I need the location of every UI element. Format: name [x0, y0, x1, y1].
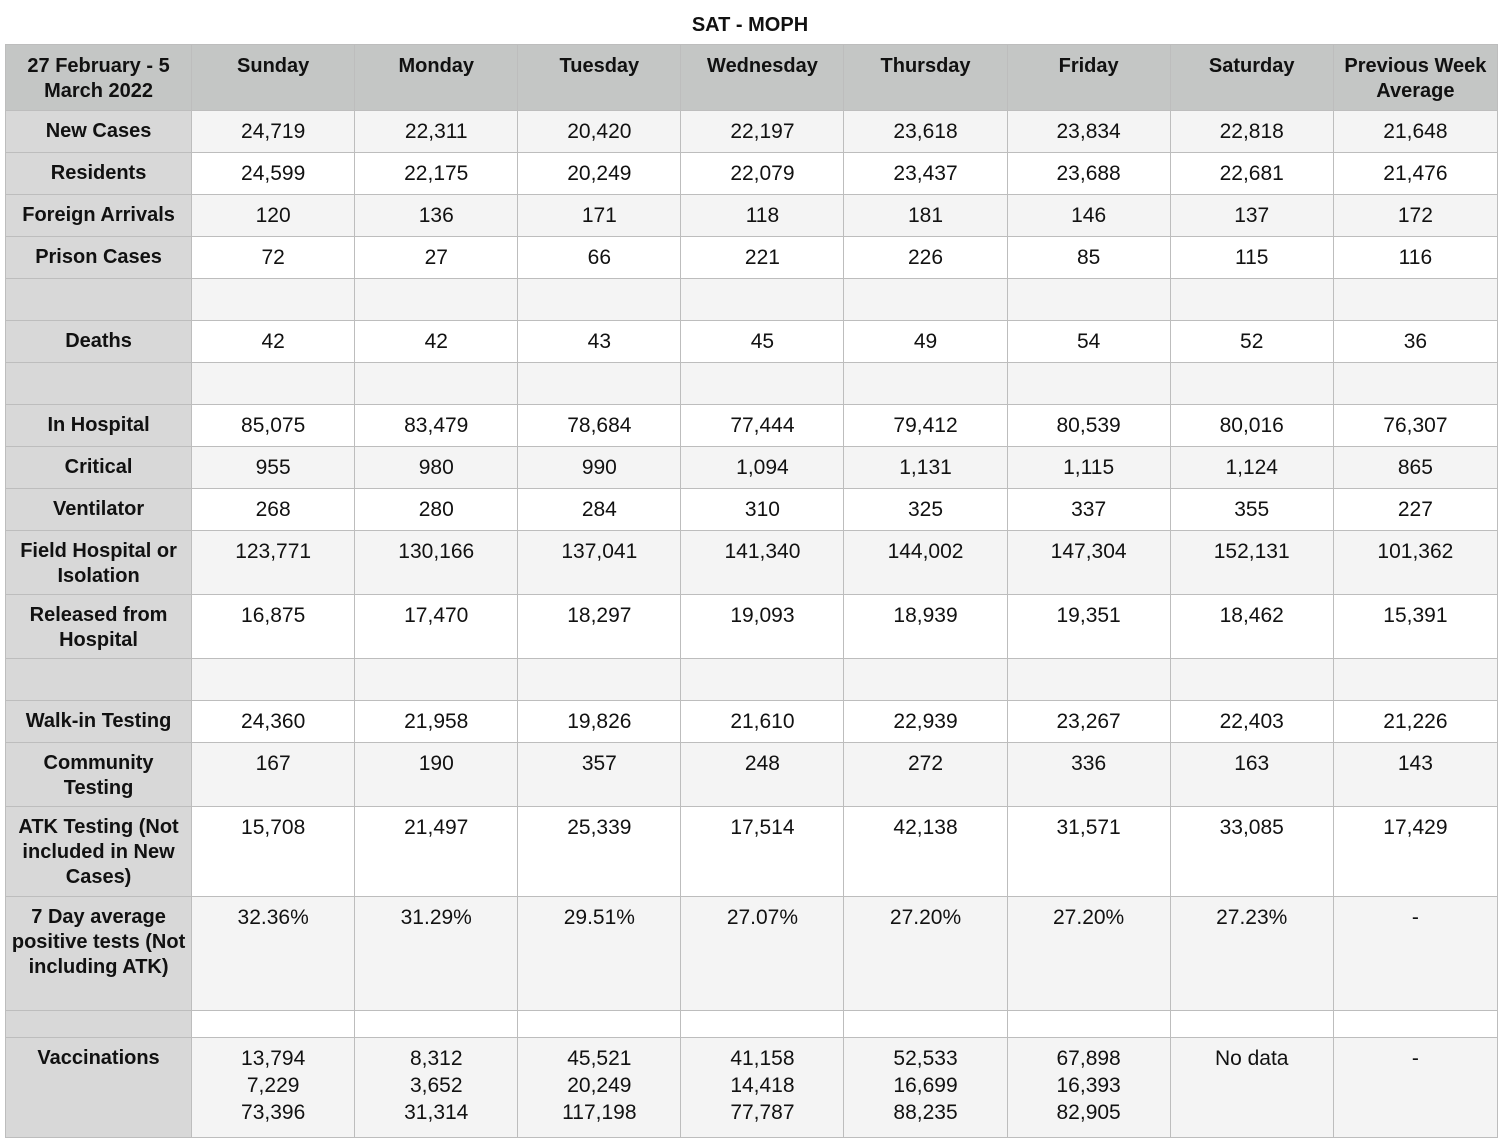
table-cell	[681, 279, 844, 321]
table-cell: 17,514	[681, 807, 844, 897]
table-row	[6, 489, 1498, 531]
table-cell: 144,002	[844, 531, 1007, 595]
table-cell: 336	[1007, 743, 1170, 807]
table-cell: 163	[1170, 743, 1333, 807]
row-label: Prison Cases	[6, 237, 192, 279]
table-cell	[844, 363, 1007, 405]
data-table	[5, 44, 1498, 1138]
table-cell: 31.29%	[355, 897, 518, 1011]
column-header: Thursday	[844, 45, 1007, 111]
row-label: Foreign Arrivals	[6, 195, 192, 237]
table-cell: 32.36%	[192, 897, 355, 1011]
table-cell: 22,311	[355, 111, 518, 153]
table-cell: 19,826	[518, 701, 681, 743]
table-cell	[681, 1038, 844, 1138]
cell-line: 16,393	[1056, 1074, 1121, 1097]
table-row	[6, 1038, 1498, 1138]
column-header: Monday	[355, 45, 518, 111]
table-cell: 1,131	[844, 447, 1007, 489]
row-label: Vaccinations	[6, 1038, 192, 1138]
table-cell: 42	[355, 321, 518, 363]
table-cell: 49	[844, 321, 1007, 363]
table-cell: 120	[192, 195, 355, 237]
table-cell	[681, 363, 844, 405]
table-cell: 33,085	[1170, 807, 1333, 897]
table-cell: 23,267	[1007, 701, 1170, 743]
table-cell: 23,437	[844, 153, 1007, 195]
table-row	[6, 363, 1498, 405]
table-cell: 78,684	[518, 405, 681, 447]
table-cell: 76,307	[1333, 405, 1497, 447]
row-label: 7 Day average positive tests (Not including ATK)	[6, 897, 192, 1011]
table-cell: 1,124	[1170, 447, 1333, 489]
row-label: Walk-in Testing	[6, 701, 192, 743]
table-cell: 20,249	[518, 153, 681, 195]
corner-header: 27 February - 5 March 2022	[6, 45, 192, 111]
cell-line: 88,235	[893, 1101, 958, 1124]
table-cell	[681, 1011, 844, 1038]
table-cell: 43	[518, 321, 681, 363]
cell-line: 20,249	[567, 1074, 632, 1097]
table-cell: 1,115	[1007, 447, 1170, 489]
table-cell	[518, 363, 681, 405]
table-cell: 167	[192, 743, 355, 807]
table-cell: 42,138	[844, 807, 1007, 897]
table-cell: 865	[1333, 447, 1497, 489]
column-header: Saturday	[1170, 45, 1333, 111]
table-cell: 137,041	[518, 531, 681, 595]
table-cell: -	[1333, 897, 1497, 1011]
table-cell	[1333, 363, 1497, 405]
table-cell	[192, 1038, 355, 1138]
table-cell	[355, 363, 518, 405]
table-cell: 22,939	[844, 701, 1007, 743]
table-cell	[192, 659, 355, 701]
table-cell: 36	[1333, 321, 1497, 363]
table-cell: 118	[681, 195, 844, 237]
table-cell: 72	[192, 237, 355, 279]
row-label: Deaths	[6, 321, 192, 363]
table-cell: 25,339	[518, 807, 681, 897]
table-cell: 85	[1007, 237, 1170, 279]
table-cell	[518, 1011, 681, 1038]
table-cell: 152,131	[1170, 531, 1333, 595]
table-cell	[1007, 363, 1170, 405]
row-label	[6, 279, 192, 321]
row-label: Community Testing	[6, 743, 192, 807]
table-cell: 137	[1170, 195, 1333, 237]
table-row	[6, 531, 1498, 595]
table-cell: 22,818	[1170, 111, 1333, 153]
table-cell: 130,166	[355, 531, 518, 595]
table-cell: 18,462	[1170, 595, 1333, 659]
table-cell	[355, 1011, 518, 1038]
cell-line: No data	[1214, 1047, 1289, 1070]
table-cell: 15,391	[1333, 595, 1497, 659]
row-label: Released from Hospital	[6, 595, 192, 659]
table-cell: 22,175	[355, 153, 518, 195]
table-cell: 79,412	[844, 405, 1007, 447]
row-label	[6, 1011, 192, 1038]
row-label: Field Hospital or Isolation	[6, 531, 192, 595]
table-cell: 27.20%	[1007, 897, 1170, 1011]
table-cell: 17,429	[1333, 807, 1497, 897]
table-cell: 21,958	[355, 701, 518, 743]
table-row	[6, 897, 1498, 1011]
cell-line: 16,699	[893, 1074, 958, 1097]
table-cell: 357	[518, 743, 681, 807]
table-cell: 20,420	[518, 111, 681, 153]
table-cell: 980	[355, 447, 518, 489]
table-cell	[355, 1038, 518, 1138]
cell-line: 73,396	[241, 1101, 306, 1124]
row-label	[6, 659, 192, 701]
table-cell: 23,618	[844, 111, 1007, 153]
table-cell	[1333, 1011, 1497, 1038]
cell-line: 45,521	[567, 1047, 632, 1070]
table-cell: 272	[844, 743, 1007, 807]
table-cell	[1170, 279, 1333, 321]
table-cell: 21,610	[681, 701, 844, 743]
table-cell: 280	[355, 489, 518, 531]
table-cell: 172	[1333, 195, 1497, 237]
table-cell	[844, 1011, 1007, 1038]
table-cell: 24,599	[192, 153, 355, 195]
table-cell: 85,075	[192, 405, 355, 447]
table-cell: 990	[518, 447, 681, 489]
row-label	[6, 363, 192, 405]
table-cell: 116	[1333, 237, 1497, 279]
table-cell: 226	[844, 237, 1007, 279]
table-cell	[355, 279, 518, 321]
table-cell: 15,708	[192, 807, 355, 897]
table-cell	[1170, 659, 1333, 701]
column-header: Friday	[1007, 45, 1170, 111]
table-cell: 955	[192, 447, 355, 489]
table-cell: 27	[355, 237, 518, 279]
table-cell: 147,304	[1007, 531, 1170, 595]
table-cell: 146	[1007, 195, 1170, 237]
table-cell: 355	[1170, 489, 1333, 531]
table-cell	[1170, 363, 1333, 405]
table-cell	[1007, 1011, 1170, 1038]
table-cell: 136	[355, 195, 518, 237]
table-title: SAT - MOPH	[691, 14, 809, 36]
table-cell	[1170, 1011, 1333, 1038]
table-cell: 325	[844, 489, 1007, 531]
table-cell: 66	[518, 237, 681, 279]
table-row	[6, 1011, 1498, 1038]
table-row	[6, 447, 1498, 489]
table-cell	[192, 279, 355, 321]
table-cell: 248	[681, 743, 844, 807]
table-cell: 77,444	[681, 405, 844, 447]
cell-line: 117,198	[562, 1101, 637, 1124]
table-row	[6, 701, 1498, 743]
table-cell: 181	[844, 195, 1007, 237]
table-cell: 22,403	[1170, 701, 1333, 743]
table-cell: 143	[1333, 743, 1497, 807]
table-cell: 18,939	[844, 595, 1007, 659]
table-cell: 284	[518, 489, 681, 531]
table-row	[6, 195, 1498, 237]
cell-line: 3,652	[409, 1074, 463, 1097]
table-row	[6, 153, 1498, 195]
cell-line: 13,794	[241, 1047, 306, 1070]
table-cell	[844, 279, 1007, 321]
table-cell	[518, 659, 681, 701]
column-header: Sunday	[192, 45, 355, 111]
table-cell: 23,688	[1007, 153, 1170, 195]
row-label: Critical	[6, 447, 192, 489]
table-cell: 227	[1333, 489, 1497, 531]
table-row	[6, 237, 1498, 279]
table-cell	[1333, 1038, 1497, 1138]
table-cell: 21,497	[355, 807, 518, 897]
table-cell: 24,719	[192, 111, 355, 153]
table-cell: 16,875	[192, 595, 355, 659]
cell-line: 77,787	[730, 1101, 795, 1124]
table-cell	[1007, 279, 1170, 321]
table-row	[6, 321, 1498, 363]
header-row	[6, 45, 1498, 111]
row-label: ATK Testing (Not included in New Cases)	[6, 807, 192, 897]
table-cell: 19,093	[681, 595, 844, 659]
row-label: New Cases	[6, 111, 192, 153]
table-cell	[1333, 279, 1497, 321]
table-cell: 27.07%	[681, 897, 844, 1011]
cell-line: 8,312	[409, 1047, 463, 1070]
table-cell	[1333, 659, 1497, 701]
table-cell: 29.51%	[518, 897, 681, 1011]
table-cell: 22,079	[681, 153, 844, 195]
table-cell: 23,834	[1007, 111, 1170, 153]
table-row	[6, 659, 1498, 701]
table-row	[6, 279, 1498, 321]
table-cell	[518, 1038, 681, 1138]
table-cell: 141,340	[681, 531, 844, 595]
table-cell: 123,771	[192, 531, 355, 595]
table-cell: 52	[1170, 321, 1333, 363]
table-cell: 18,297	[518, 595, 681, 659]
table-cell	[1007, 1038, 1170, 1138]
table-cell: 19,351	[1007, 595, 1170, 659]
table-cell: 337	[1007, 489, 1170, 531]
table-cell: 171	[518, 195, 681, 237]
table-cell: 27.20%	[844, 897, 1007, 1011]
table-cell: 21,648	[1333, 111, 1497, 153]
table-cell: 1,094	[681, 447, 844, 489]
row-label: Residents	[6, 153, 192, 195]
table-cell: 42	[192, 321, 355, 363]
cell-line: 7,229	[246, 1074, 300, 1097]
table-cell	[355, 659, 518, 701]
table-cell	[681, 659, 844, 701]
column-header: Tuesday	[518, 45, 681, 111]
table-cell: 310	[681, 489, 844, 531]
table-cell: 101,362	[1333, 531, 1497, 595]
table-cell	[192, 363, 355, 405]
table-cell: 27.23%	[1170, 897, 1333, 1011]
table-cell: 17,470	[355, 595, 518, 659]
table-cell: 80,016	[1170, 405, 1333, 447]
table-cell: 80,539	[1007, 405, 1170, 447]
cell-line: 41,158	[730, 1047, 795, 1070]
table-row	[6, 807, 1498, 897]
table-cell: 115	[1170, 237, 1333, 279]
table-cell: 83,479	[355, 405, 518, 447]
table-cell: 54	[1007, 321, 1170, 363]
table-cell: 22,197	[681, 111, 844, 153]
column-header: Previous Week Average	[1333, 45, 1497, 111]
table-cell	[844, 659, 1007, 701]
row-label: In Hospital	[6, 405, 192, 447]
cell-line: 31,314	[404, 1101, 469, 1124]
row-label: Ventilator	[6, 489, 192, 531]
table-cell	[518, 279, 681, 321]
table-row	[6, 405, 1498, 447]
table-cell: 24,360	[192, 701, 355, 743]
column-header: Wednesday	[681, 45, 844, 111]
cell-line: 67,898	[1056, 1047, 1121, 1070]
table-row	[6, 111, 1498, 153]
table-cell	[192, 1011, 355, 1038]
table-cell: 21,476	[1333, 153, 1497, 195]
table-cell	[1170, 1038, 1333, 1138]
table-cell: 221	[681, 237, 844, 279]
table-cell: 190	[355, 743, 518, 807]
table-cell: 22,681	[1170, 153, 1333, 195]
cell-line: 14,418	[730, 1074, 795, 1097]
table-cell	[1007, 659, 1170, 701]
table-cell	[844, 1038, 1007, 1138]
cell-line: 52,533	[893, 1047, 958, 1070]
cell-line: -	[1411, 1047, 1419, 1070]
table-cell: 268	[192, 489, 355, 531]
table-cell: 45	[681, 321, 844, 363]
table-cell: 21,226	[1333, 701, 1497, 743]
table-row	[6, 743, 1498, 807]
cell-line: 82,905	[1056, 1101, 1121, 1124]
table-cell: 31,571	[1007, 807, 1170, 897]
table-body	[6, 111, 1498, 1138]
table-row	[6, 595, 1498, 659]
